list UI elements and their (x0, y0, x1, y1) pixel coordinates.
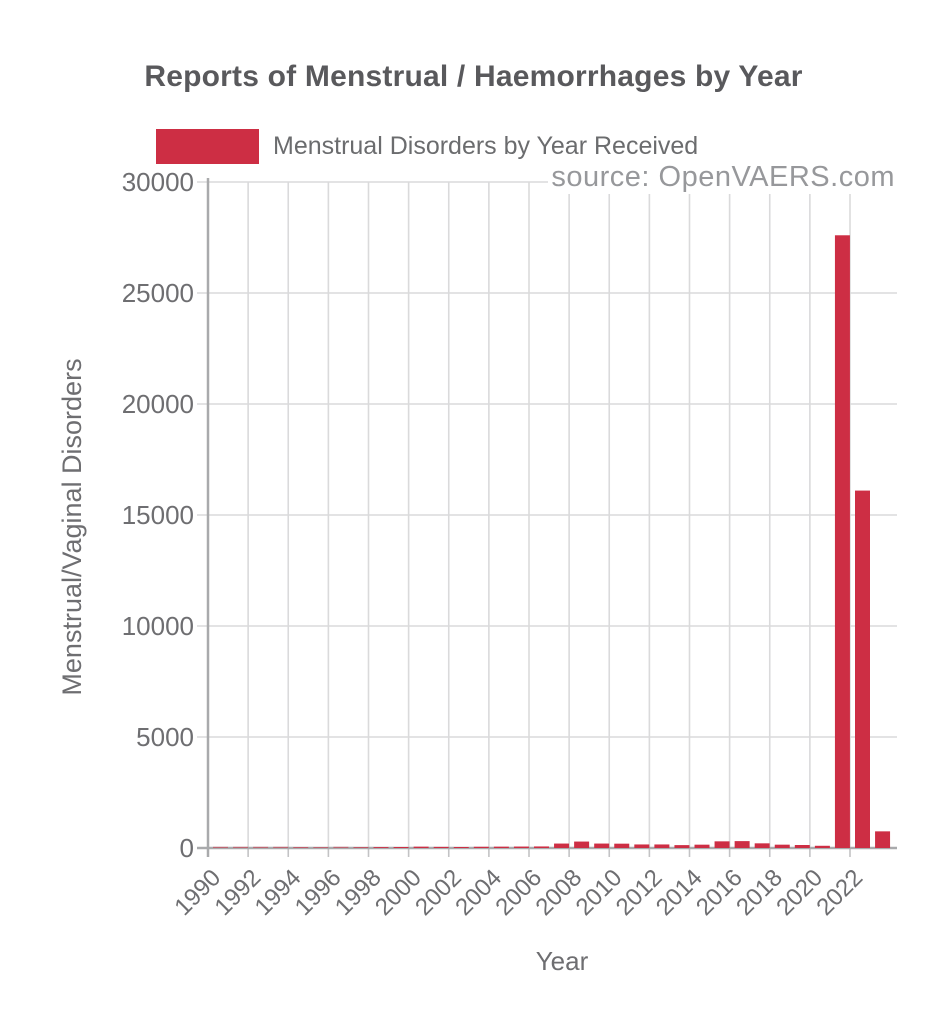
x-tick-label-2000: 2000 (370, 864, 427, 921)
x-tick-label-1992: 1992 (209, 864, 267, 921)
bar-2015 (715, 841, 730, 848)
x-tick-label-2016: 2016 (691, 864, 748, 921)
x-tick-label-2022: 2022 (811, 864, 869, 921)
bar-1999 (394, 847, 409, 848)
chart-title: Reports of Menstrual / Haemorrhages by Year (144, 60, 803, 93)
x-tick-label-2008: 2008 (530, 864, 588, 921)
x-axis-title: Year (535, 946, 589, 976)
x-tick-label-2014: 2014 (650, 864, 708, 921)
bar-2001 (434, 847, 449, 848)
x-tick-label-1998: 1998 (329, 864, 387, 921)
y-tick-label-10000: 10000 (121, 611, 194, 641)
legend-swatch (156, 129, 259, 164)
x-tick-label-1990: 1990 (169, 864, 227, 921)
bar-1998 (374, 847, 389, 848)
x-tick-label-2002: 2002 (410, 864, 467, 921)
legend-label: Menstrual Disorders by Year Received (273, 131, 699, 160)
x-tick-label-2020: 2020 (771, 864, 829, 921)
bar-1994 (293, 847, 308, 848)
bar-2005 (514, 847, 529, 848)
y-tick-label-0: 0 (179, 833, 194, 863)
y-tick-label-25000: 25000 (121, 278, 194, 308)
bar-2009 (594, 844, 609, 848)
bar-2016 (735, 841, 750, 848)
bar-2022 (855, 491, 870, 848)
bar-2007 (554, 844, 569, 848)
y-tick-label-20000: 20000 (121, 389, 194, 419)
x-tick-label-2018: 2018 (731, 864, 788, 921)
bar-1990 (213, 847, 228, 848)
bar-2000 (414, 847, 429, 848)
legend (156, 128, 698, 164)
x-tick-label-2004: 2004 (450, 864, 508, 921)
bar-2003 (474, 847, 489, 848)
bar-2020 (815, 846, 830, 848)
bar-1995 (313, 847, 328, 848)
bar-2006 (534, 846, 549, 848)
x-tick-label-2006: 2006 (490, 864, 548, 921)
x-tick-label-2012: 2012 (610, 864, 668, 921)
bar-2011 (634, 844, 649, 848)
x-tick-label-2010: 2010 (570, 864, 628, 921)
y-tick-label-5000: 5000 (136, 722, 194, 752)
bar-2018 (775, 845, 790, 848)
bar-2012 (654, 844, 669, 848)
bar-2019 (795, 845, 810, 848)
bar-2004 (494, 847, 509, 848)
bar-1992 (253, 847, 268, 848)
bar-1993 (273, 847, 288, 848)
bar-2013 (674, 845, 689, 848)
bar-1997 (353, 847, 368, 848)
bar-2002 (454, 847, 469, 848)
bar-2023 (875, 831, 890, 848)
bar-1991 (233, 847, 248, 848)
bar-2021 (835, 235, 850, 848)
bar-2017 (755, 843, 770, 848)
x-tick-label-1996: 1996 (289, 864, 347, 921)
x-tick-label-1994: 1994 (249, 864, 307, 921)
bar-1996 (333, 847, 348, 848)
bar-2008 (574, 842, 589, 848)
y-tick-label-15000: 15000 (121, 500, 194, 530)
bar-2010 (614, 844, 629, 848)
y-tick-label-30000: 30000 (121, 167, 194, 197)
source-attribution: source: OpenVAERS.com (548, 161, 898, 194)
bar-2014 (695, 845, 710, 848)
y-axis-title: Menstrual/Vaginal Disorders (57, 358, 87, 696)
